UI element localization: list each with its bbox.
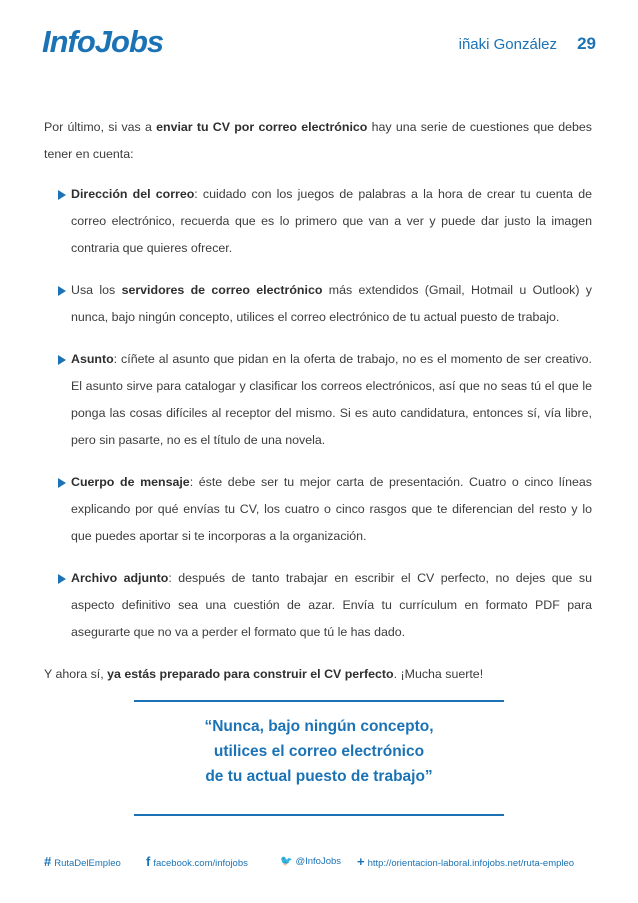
list-item	[44, 181, 592, 262]
item-text: : después de tanto trabajar en escribir el CV perfecto, no dejes que su aspecto definitivo sea una cuestión de azar. Envía tu currículum en formato PDF para asegurarte que no va a perder el formato que tú le has dado.	[71, 571, 593, 639]
footer-facebook-link[interactable]	[146, 855, 248, 871]
arrow-bullet-icon	[58, 574, 66, 584]
facebook-text: facebook.com/infojobs	[153, 858, 248, 869]
item-bold: servidores de correo electrónico	[121, 283, 323, 297]
list-item	[44, 346, 592, 454]
list-item	[44, 469, 592, 550]
web-text: http://orientacion-laboral.infojobs.net/ruta-empleo	[367, 858, 575, 869]
item-pre-text: Usa los	[71, 283, 122, 297]
list-item	[44, 565, 592, 646]
tips-list	[44, 181, 592, 646]
twitter-text: @InfoJobs	[295, 856, 342, 867]
footer-hashtag[interactable]	[44, 855, 121, 871]
closing-text-2: . ¡Mucha suerte!	[393, 667, 484, 681]
item-bold: Dirección del correo	[71, 187, 195, 201]
quote-line: de tu actual puesto de trabajo”	[205, 768, 433, 785]
arrow-bullet-icon	[58, 190, 66, 200]
item-text: : cíñete al asunto que pidan en la oferta de trabajo, no es el momento de ser creativo. El asunto sirve para catalogar y clasificar los correos electrónicos, así que no seas tú el que le ponga las cosas difíciles al receptor del mismo. Si es auto candidatura, entonces sí, vía libre, pero sin pasarte, no es el título de una novela.	[71, 352, 592, 447]
footer-twitter-link[interactable]	[280, 855, 341, 869]
pull-quote	[134, 700, 504, 816]
closing-text-1: Y ahora sí,	[44, 667, 108, 681]
quote-line: “Nunca, bajo ningún concepto,	[204, 718, 434, 735]
intro-text-1: Por último, si vas a	[44, 120, 157, 134]
twitter-icon: 🐦	[280, 856, 293, 867]
infojobs-logo: InfoJobs	[42, 24, 164, 59]
arrow-bullet-icon	[58, 478, 66, 488]
item-bold: Cuerpo de mensaje	[71, 475, 190, 489]
author-name: iñaki González	[458, 36, 557, 53]
page-footer	[0, 853, 638, 873]
intro-text-2: hay una serie de cuestiones que debes tener en cuenta:	[44, 120, 592, 161]
arrow-bullet-icon	[58, 355, 66, 365]
intro-paragraph	[44, 114, 592, 168]
quote-line: utilices el correo electrónico	[213, 743, 425, 760]
closing-paragraph	[44, 661, 592, 688]
item-text: más extendidos (Gmail, Hotmail u Outlook) y nunca, bajo ningún concepto, utilices el correo electrónico de tu actual puesto de trabajo.	[71, 283, 592, 324]
facebook-icon: f	[146, 854, 151, 869]
plus-icon: +	[357, 854, 365, 869]
hashtag-icon: #	[44, 854, 52, 869]
footer-web-link[interactable]	[357, 855, 574, 871]
list-item	[44, 277, 592, 331]
arrow-bullet-icon	[58, 286, 66, 296]
hashtag-text: RutaDelEmpleo	[54, 858, 121, 869]
body-content	[44, 114, 592, 688]
page-number: 29	[577, 34, 596, 53]
item-bold: Asunto	[71, 352, 114, 366]
closing-bold: ya estás preparado para construir el CV perfecto	[107, 667, 394, 681]
item-text: : cuidado con los juegos de palabras a la hora de crear tu cuenta de correo electrónico, recuerda que es lo primero que van a ver y puede dar justo la imagen contraria que quieres ofrecer.	[71, 187, 592, 255]
page-header	[0, 0, 638, 80]
intro-bold: enviar tu CV por correo electrónico	[156, 120, 368, 134]
item-text: : éste debe ser tu mejor carta de presentación. Cuatro o cinco líneas explicando por qué envías tu CV, los cuatro o cinco rasgos que te diferencian del resto y lo que puedes aportar si te incorporas a la organización.	[71, 475, 592, 543]
item-bold: Archivo adjunto	[71, 571, 169, 585]
quote-text	[134, 714, 504, 789]
